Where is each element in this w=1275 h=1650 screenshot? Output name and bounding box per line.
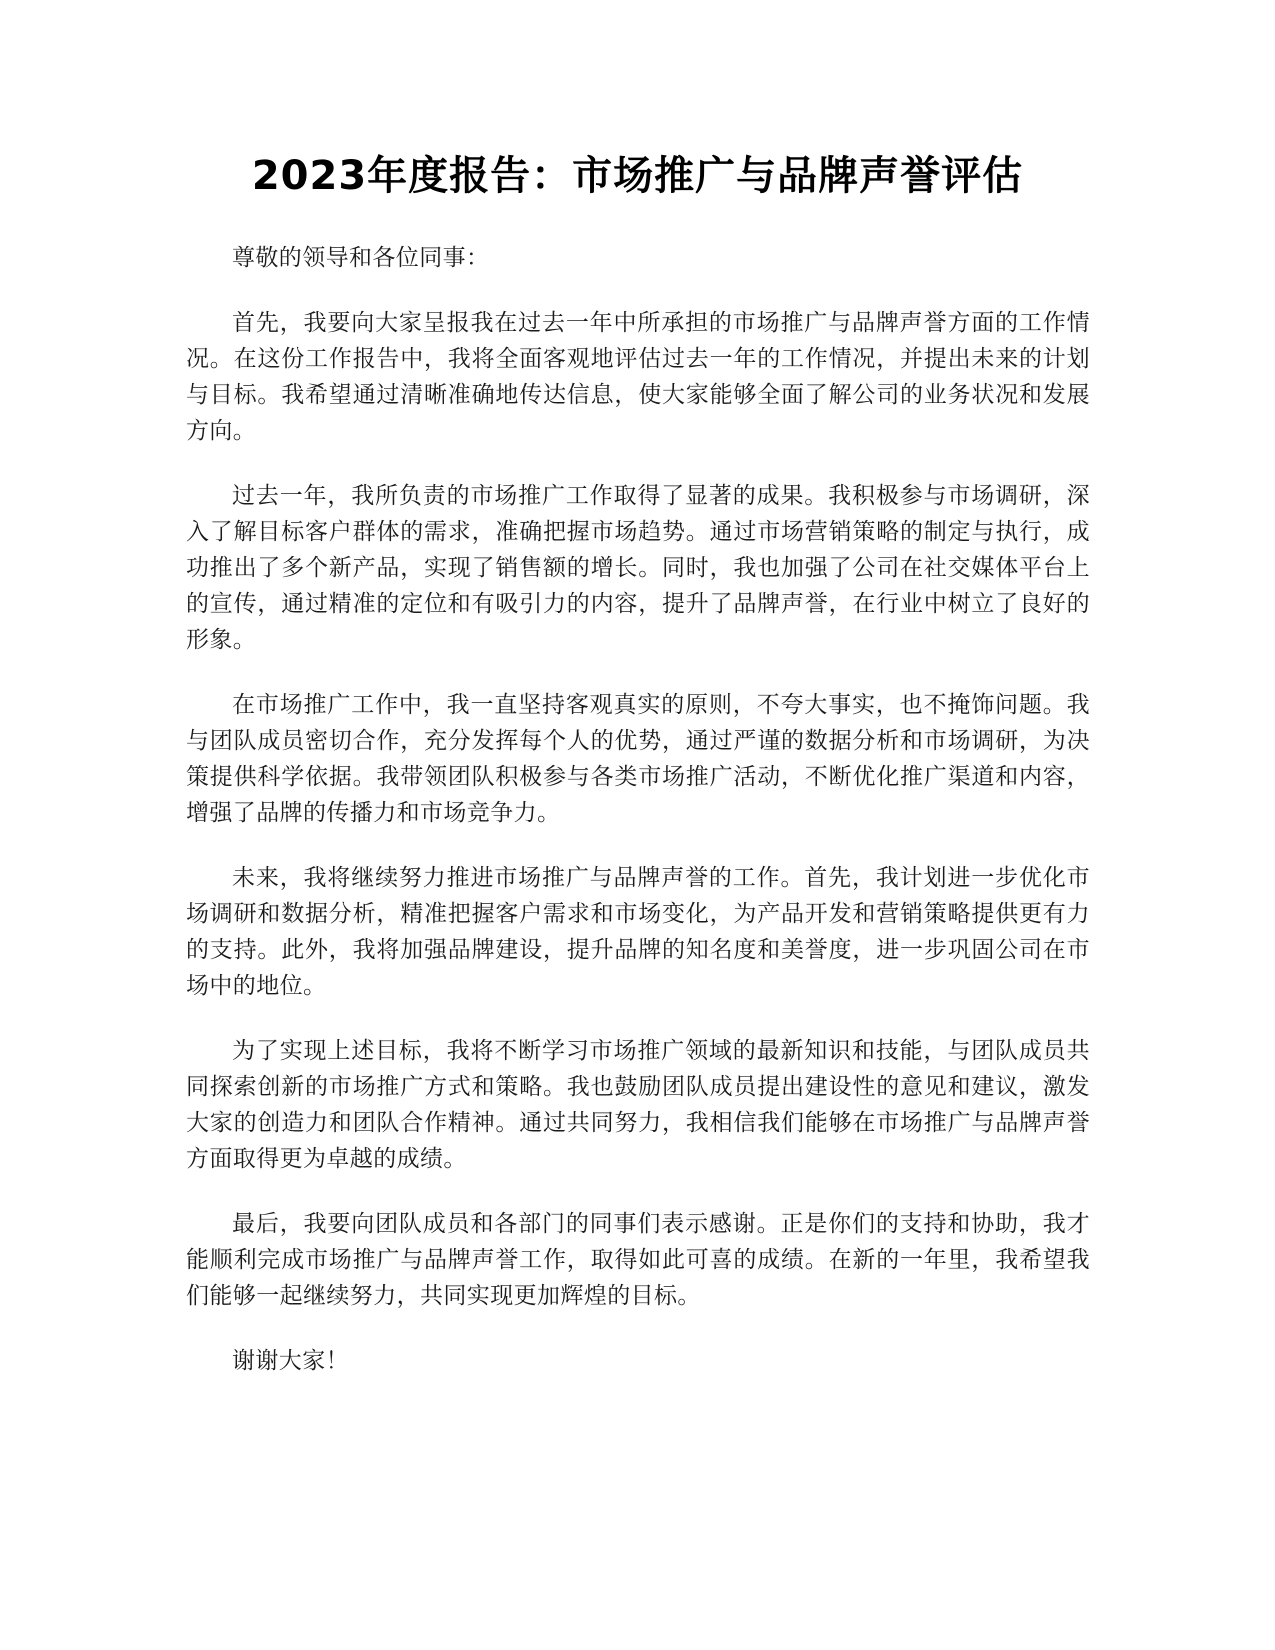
paragraph-goals: 为了实现上述目标，我将不断学习市场推广领域的最新知识和技能，与团队成员共同探索创新的市场推广方式和策略。我也鼓励团队成员提出建设性的意见和建议，激发大家的创造力和团队合作精神。通过共同努力，我相信我们能够在市场推广与品牌声誉方面取得更为卓越的成绩。 [186, 1038, 1090, 1172]
closing-line: 谢谢大家！ [232, 1348, 349, 1374]
paragraph-introduction: 首先，我要向大家呈报我在过去一年中所承担的市场推广与品牌声誉方面的工作情况。在这份工作报告中，我将全面客观地评估过去一年的工作情况，并提出未来的计划与目标。我希望通过清晰准确地传达信息，使大家能够全面了解公司的业务状况和发展方向。 [186, 310, 1090, 444]
greeting-line: 尊敬的领导和各位同事： [232, 245, 490, 271]
paragraph-thanks: 最后，我要向团队成员和各部门的同事们表示感谢。正是你们的支持和协助，我才能顺利完成市场推广与品牌声誉工作，取得如此可喜的成绩。在新的一年里，我希望我们能够一起继续努力，共同实现更加辉煌的目标。 [186, 1211, 1090, 1309]
paragraph-achievements: 过去一年，我所负责的市场推广工作取得了显著的成果。我积极参与市场调研，深入了解目标客户群体的需求，准确把握市场趋势。通过市场营销策略的制定与执行，成功推出了多个新产品，实现了销售额的增长。同时，我也加强了公司在社交媒体平台上的宣传，通过精准的定位和有吸引力的内容，提升了品牌声誉，在行业中树立了良好的形象。 [186, 483, 1090, 653]
paragraph-future-plans: 未来，我将继续努力推进市场推广与品牌声誉的工作。首先，我计划进一步优化市场调研和数据分析，精准把握客户需求和市场变化，为产品开发和营销策略提供更有力的支持。此外，我将加强品牌建设，提升品牌的知名度和美誉度，进一步巩固公司在市场中的地位。 [186, 865, 1090, 999]
paragraph-principles: 在市场推广工作中，我一直坚持客观真实的原则，不夸大事实，也不掩饰问题。我与团队成员密切合作，充分发挥每个人的优势，通过严谨的数据分析和市场调研，为决策提供科学依据。我带领团队积极参与各类市场推广活动，不断优化推广渠道和内容，增强了品牌的传播力和市场竞争力。 [186, 692, 1090, 826]
document-title: 2023年度报告：市场推广与品牌声誉评估 [251, 153, 1024, 199]
document-body [186, 240, 1090, 1408]
